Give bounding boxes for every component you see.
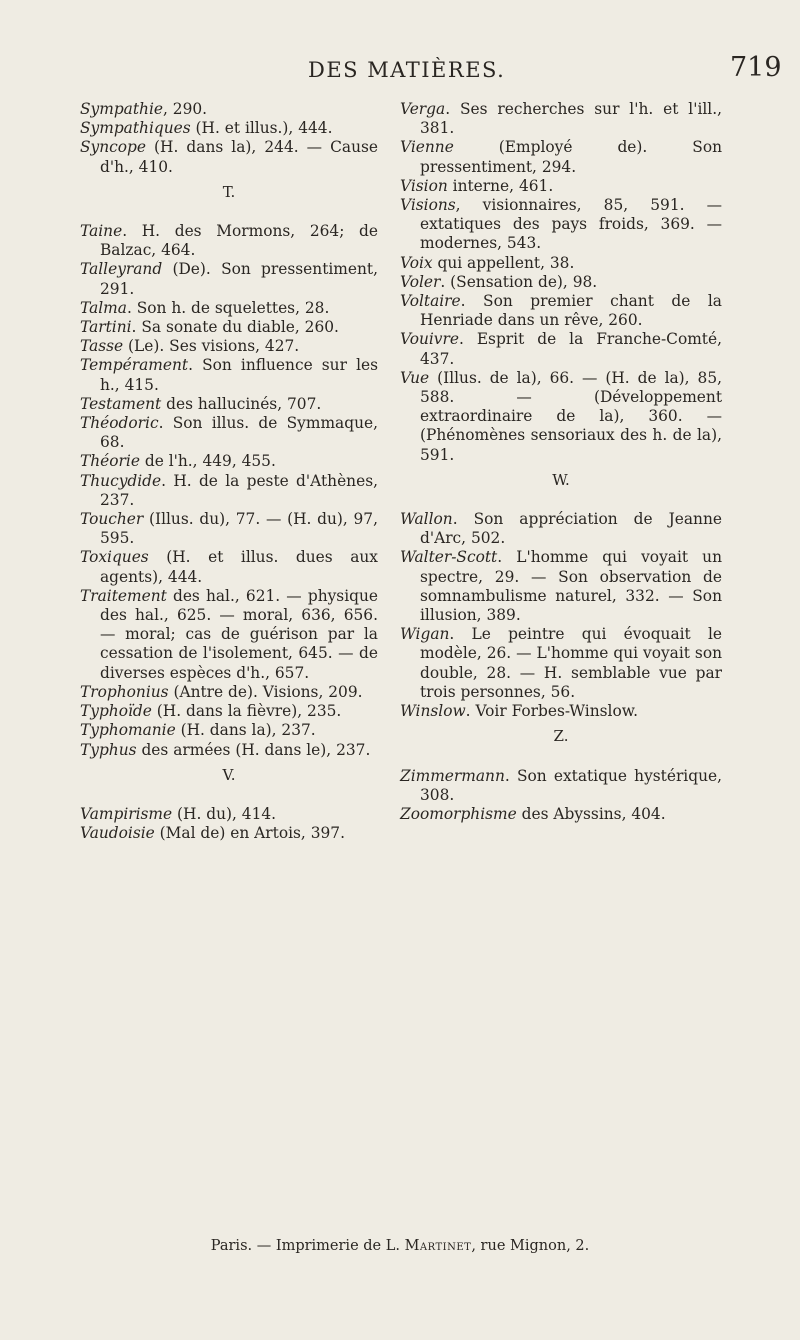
section-letter-w: W. [552,470,570,489]
entry-references: . H. des Mormons, 264; de Balzac, 464. [100,222,378,260]
entry-headword: Wallon [400,510,453,529]
entry-headword: Typhoïde [80,702,152,721]
index-entry [80,548,378,586]
entry-references: . Le peintre qui évoquait le modèle, 26. — L'homme qui voyait son double, 28. — H. semblable vue par trois personnes, 56. [420,625,722,701]
entry-references: . Esprit de la Franche-Comté, 437. [420,330,722,368]
entry-references: (Illus. de la), 66. — (H. de la), 85, 588. — (Développement extraordinaire de la), 360. — (Phénomènes sensoriaux des h. de la), 591. [420,368,722,464]
entry-references: , 290. [163,100,208,118]
index-entry [80,138,378,176]
entry-references: des hal., 621. — physique des hal., 625. — moral, 636, 656. — moral; cas de guérison par la cessation de l'isolement, 645. — de diverses espèces d'h., 657. [100,586,378,682]
entry-references: (H. et illus.), 444. [190,119,333,138]
entry-headword: Traitement [80,586,167,605]
index-entry [80,721,378,740]
section-letter-v: V. [222,765,236,784]
index-entry [400,292,722,330]
running-title: DES MATIÈRES. [308,58,506,82]
index-entry [400,273,722,292]
entry-references: des armées (H. dans le), 237. [136,740,371,759]
entry-headword: Vision [400,176,448,195]
page-header [0,52,800,92]
colophon-prefix: Paris. — Imprimerie de L. [210,1238,405,1254]
entry-headword: Vouivre [400,330,459,349]
entry-references: . Son premier chant de la Henriade dans un rêve, 260. [420,292,722,330]
index-entry [400,702,722,721]
right-column [400,100,722,824]
index-group [400,510,722,721]
printer-colophon [0,1238,800,1254]
entry-headword: Verga [400,100,446,118]
index-entry [400,767,722,805]
index-entry [80,741,378,760]
entry-references: . Son illus. de Symmaque, 68. [100,414,378,452]
index-entry [80,395,378,414]
entry-headword: Vue [400,368,430,387]
index-entry [80,702,378,721]
entry-headword: Trophonius [80,682,169,701]
entry-headword: Sympathiques [80,119,191,138]
entry-headword: Talma [80,298,127,317]
index-entry [80,452,378,471]
entry-headword: Walter-Scott [400,548,498,567]
entry-headword: Vaudoisie [80,824,155,843]
entry-headword: Visions [400,196,456,215]
entry-references: . Son influence sur les h., 415. [100,356,378,394]
entry-references: (De). Son pressentiment, 291. [100,260,378,298]
section-letter-t: T. [222,182,236,201]
entry-references: . Son extatique hystérique, 308. [420,766,722,804]
entry-headword: Wigan [400,625,450,644]
index-entry [80,100,378,119]
index-entry [400,510,722,548]
index-entry [80,805,378,824]
entry-references: (Employé de). Son pressentiment, 294. [420,138,722,176]
index-entry [400,369,722,465]
entry-references: de l'h., 449, 455. [139,452,276,471]
entry-headword: Voix [400,253,433,272]
entry-headword: Tempérament [80,356,189,375]
index-entry [80,414,378,452]
left-column [80,100,378,843]
entry-headword: Voltaire [400,292,461,311]
entry-references: . Son appréciation de Jeanne d'Arc, 502. [420,510,722,548]
index-entry [400,177,722,196]
entry-headword: Vienne [400,138,454,157]
entry-references: . Voir Forbes-Winslow. [465,702,638,721]
index-entry [80,299,378,318]
colophon-suffix: , rue Mignon, 2. [471,1238,590,1254]
entry-references: . Son h. de squelettes, 28. [126,298,330,317]
index-entry [80,472,378,510]
entry-headword: Thucydide [80,471,162,490]
index-entry [80,222,378,260]
entry-headword: Voler [400,272,441,291]
index-entry [400,254,722,273]
entry-references: (Antre de). Visions, 209. [168,682,363,701]
index-group [400,100,722,465]
index-entry [80,824,378,843]
index-entry [80,683,378,702]
entry-references: (H. dans la), 244. — Cause d'h., 410. [100,138,378,176]
entry-headword: Winslow [400,702,466,721]
index-group [80,222,378,760]
index-entry [400,625,722,702]
entry-references: qui appellent, 38. [432,253,575,272]
entry-headword: Toxiques [80,548,149,567]
entry-headword: Taine [80,222,123,241]
entry-references: , visionnaires, 85, 591. — extatiques des pays froids, 369. — modernes, 543. [420,196,722,253]
entry-headword: Tartini [80,318,132,337]
entry-headword: Théorie [80,452,140,471]
entry-references: . L'homme qui voyait un spectre, 29. — Son observation de somnambulisme naturel, 332. — Son illusion, 389. [420,548,722,625]
entry-references: des Abyssins, 404. [516,804,666,823]
entry-headword: Vampirisme [80,804,173,823]
index-entry [400,548,722,625]
entry-references: . Ses recherches sur l'h. et l'ill., 381. [420,100,722,138]
entry-references: (H. dans la), 237. [175,721,316,740]
index-entry [400,100,722,138]
entry-references: (Illus. du), 77. — (H. du), 97, 595. [100,510,378,548]
entry-references: interne, 461. [447,176,554,195]
entry-headword: Typhomanie [80,721,176,740]
index-entry [400,196,722,254]
index-entry [400,330,722,368]
entry-headword: Typhus [80,740,137,759]
entry-headword: Théodoric [80,414,159,433]
entry-headword: Talleyrand [80,260,163,279]
index-entry [400,805,722,824]
entry-references: (Le). Ses visions, 427. [123,337,300,356]
index-group [80,100,378,177]
page-number: 719 [730,52,782,83]
entry-references: (H. dans la fièvre), 235. [151,702,342,721]
entry-headword: Syncope [80,138,146,157]
printer-name: Martinet [404,1238,472,1254]
index-entry [80,318,378,337]
index-entry [80,356,378,394]
index-group [80,805,378,843]
entry-references: . (Sensation de), 98. [440,272,598,291]
entry-headword: Zoomorphisme [400,804,517,823]
entry-headword: Tasse [80,337,124,356]
index-entry [400,138,722,176]
entry-headword: Sympathie [80,100,163,118]
entry-references: . Sa sonate du diable, 260. [131,318,339,337]
index-group [400,767,722,825]
entry-headword: Toucher [80,510,144,529]
entry-references: (Mal de) en Artois, 397. [154,824,345,843]
entry-references: (H. du), 414. [172,804,277,823]
entry-references: des hallucinés, 707. [161,394,322,413]
index-entry [80,337,378,356]
index-entry [80,119,378,138]
index-entry [80,587,378,683]
entry-references: . H. de la peste d'Athènes, 237. [100,471,378,509]
entry-headword: Zimmermann [400,766,505,785]
entry-headword: Testament [80,394,162,413]
index-entry [80,260,378,298]
section-letter-z: Z. [553,727,569,746]
entry-references: (H. et illus. dues aux agents), 444. [100,548,378,586]
index-entry [80,510,378,548]
